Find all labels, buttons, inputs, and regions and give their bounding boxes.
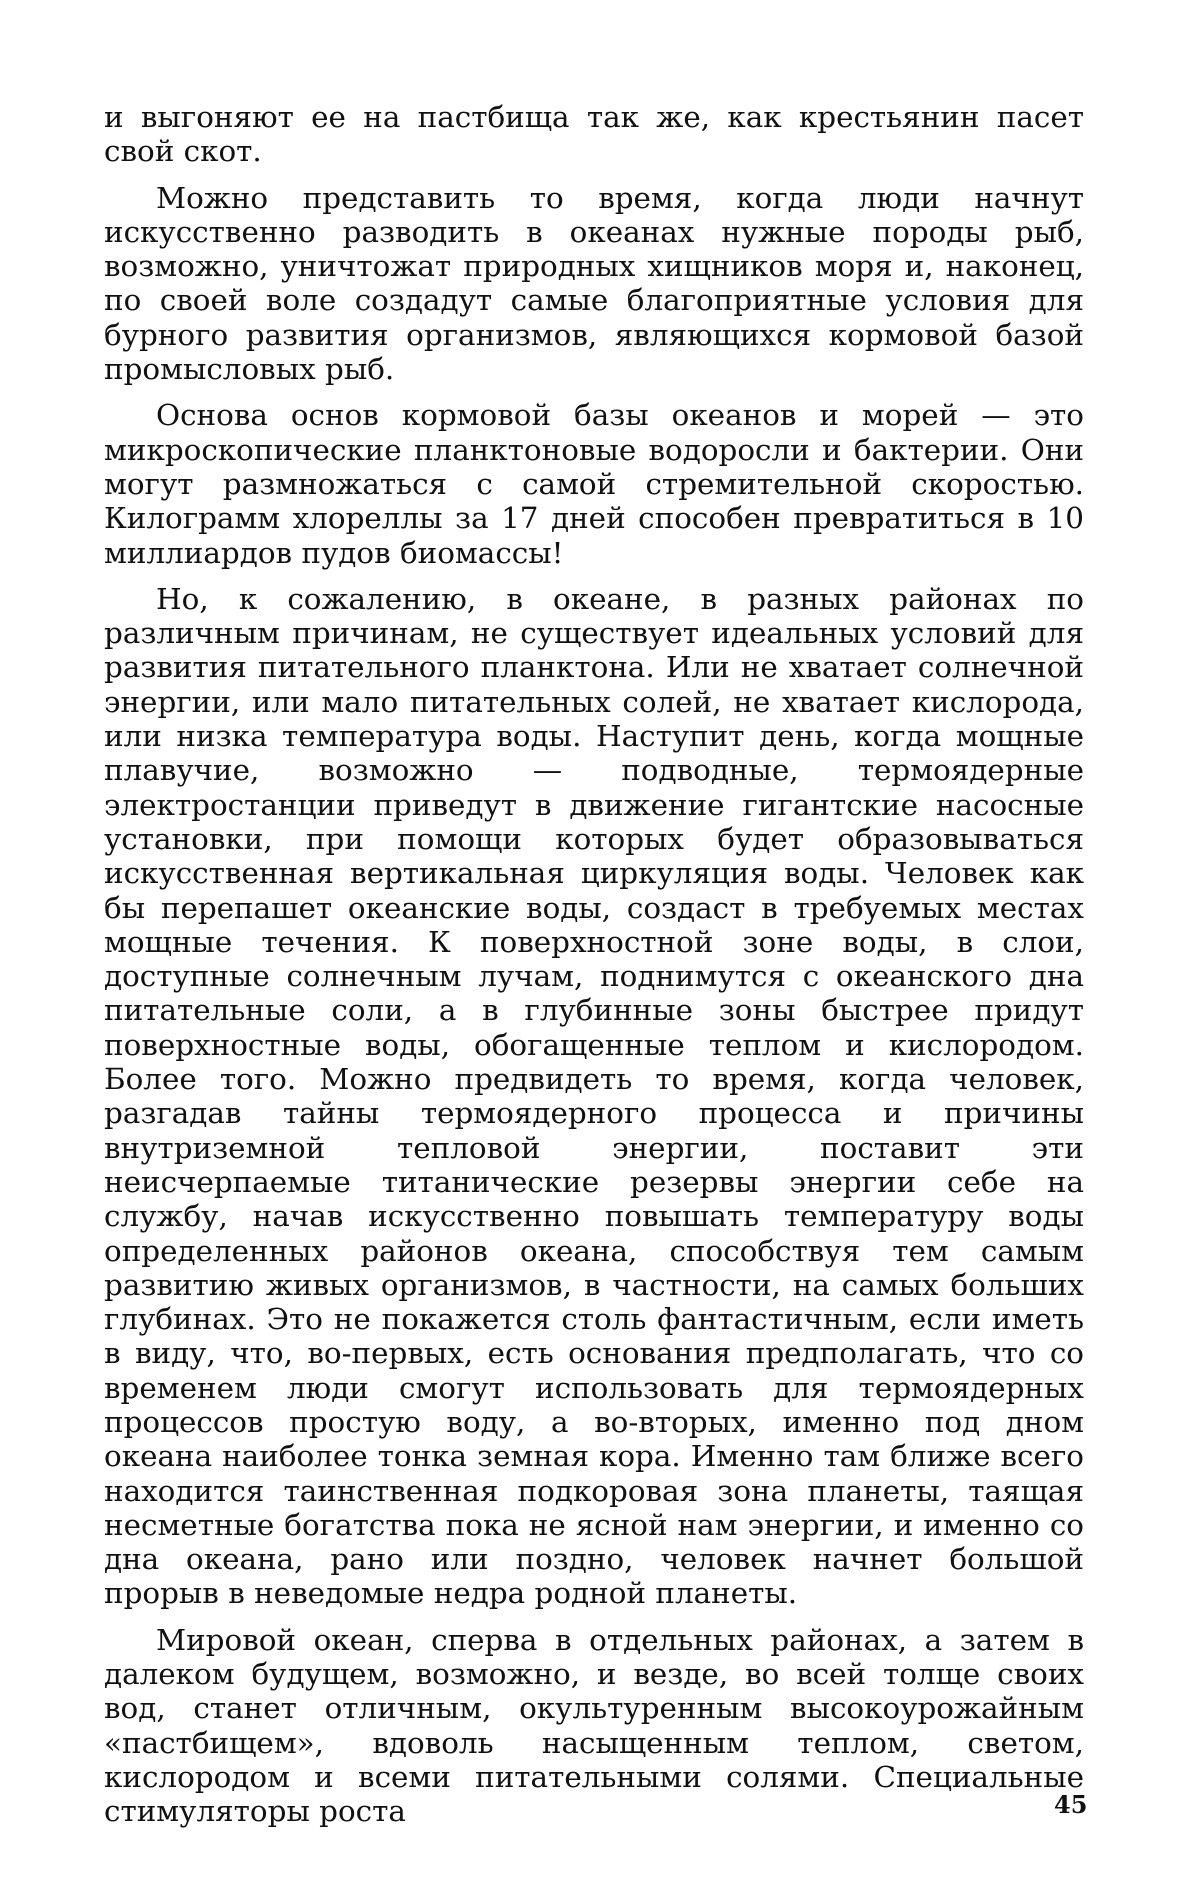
paragraph: Но, к сожалению, в океане, в разных районах по различным причинам, не существует идеальных условий для развития питательного планктона. Или не хватает солнечной энергии, или мало питательных солей, не хватает кислорода, или низка температура воды. Наступит день, когда мощные плавучие, возможно — подводные, термоядерные электростанции приведут в движение гигантские насосные установки, при помощи которых будет образовываться искусственная вертикальная циркуляция воды. Человек как бы перепашет океанские воды, создаст в требуемых местах мощные течения. К поверхностной зоне воды, в слои, доступные солнечным лучам, поднимутся с океанского дна питательные соли, а в глубинные зоны быстрее придут поверхностные воды, обогащенные теплом и кислородом. Более того. Можно предвидеть то время, когда человек, разгадав тайны термоядерного процесса и причины внутриземной тепловой энергии, поставит эти неисчерпаемые титанические резервы энергии себе на службу, начав искусственно повышать температуру воды определенных районов океана, способствуя тем самым развитию живых организмов, в частности, на самых больших глубинах. Это не покажется столь фантастичным, если иметь в виду, что, во-первых, есть основания предполагать, что со временем люди смогут использовать для термоядерных процессов простую воду, а во-вторых, именно под дном океана наиболее тонка земная кора. Именно там ближе всего находится таинственная подкоровая зона планеты, таящая несметные богатства пока не ясной нам энергии, и именно со дна океана, рано или поздно, человек начнет большой прорыв в неведомые недра родной планеты. (104, 581, 1084, 1611)
paragraph: Основа основ кормовой базы океанов и морей — это микроскопические планктоновые водоросли и бактерии. Они могут размножаться с самой стремительной скоростью. Килограмм хлореллы за 17 дней способен превратиться в 10 миллиардов пудов биомассы! (104, 398, 1084, 570)
page-text (104, 100, 1084, 1841)
paragraph-continuation: и выгоняют ее на пастбища так же, как крестьянин пасет свой скот. (104, 100, 1084, 169)
page-number: 45 (1054, 1790, 1088, 1819)
paragraph: Можно представить то время, когда люди начнут искусственно разводить в океанах нужные породы рыб, возможно, уничтожат природных хищников моря и, наконец, по своей воле создадут самые благоприятные условия для бурного развития организмов, являющихся кормовой базой промысловых рыб. (104, 180, 1084, 387)
paragraph: Мировой океан, сперва в отдельных районах, а затем в далеком будущем, возможно, и везде, во всей толще своих вод, станет отличным, окультуренным высокоурожайным «пастбищем», вдоволь насыщенным теплом, светом, кислородом и всеми питательными солями. Специальные стимуляторы роста (104, 1622, 1084, 1829)
